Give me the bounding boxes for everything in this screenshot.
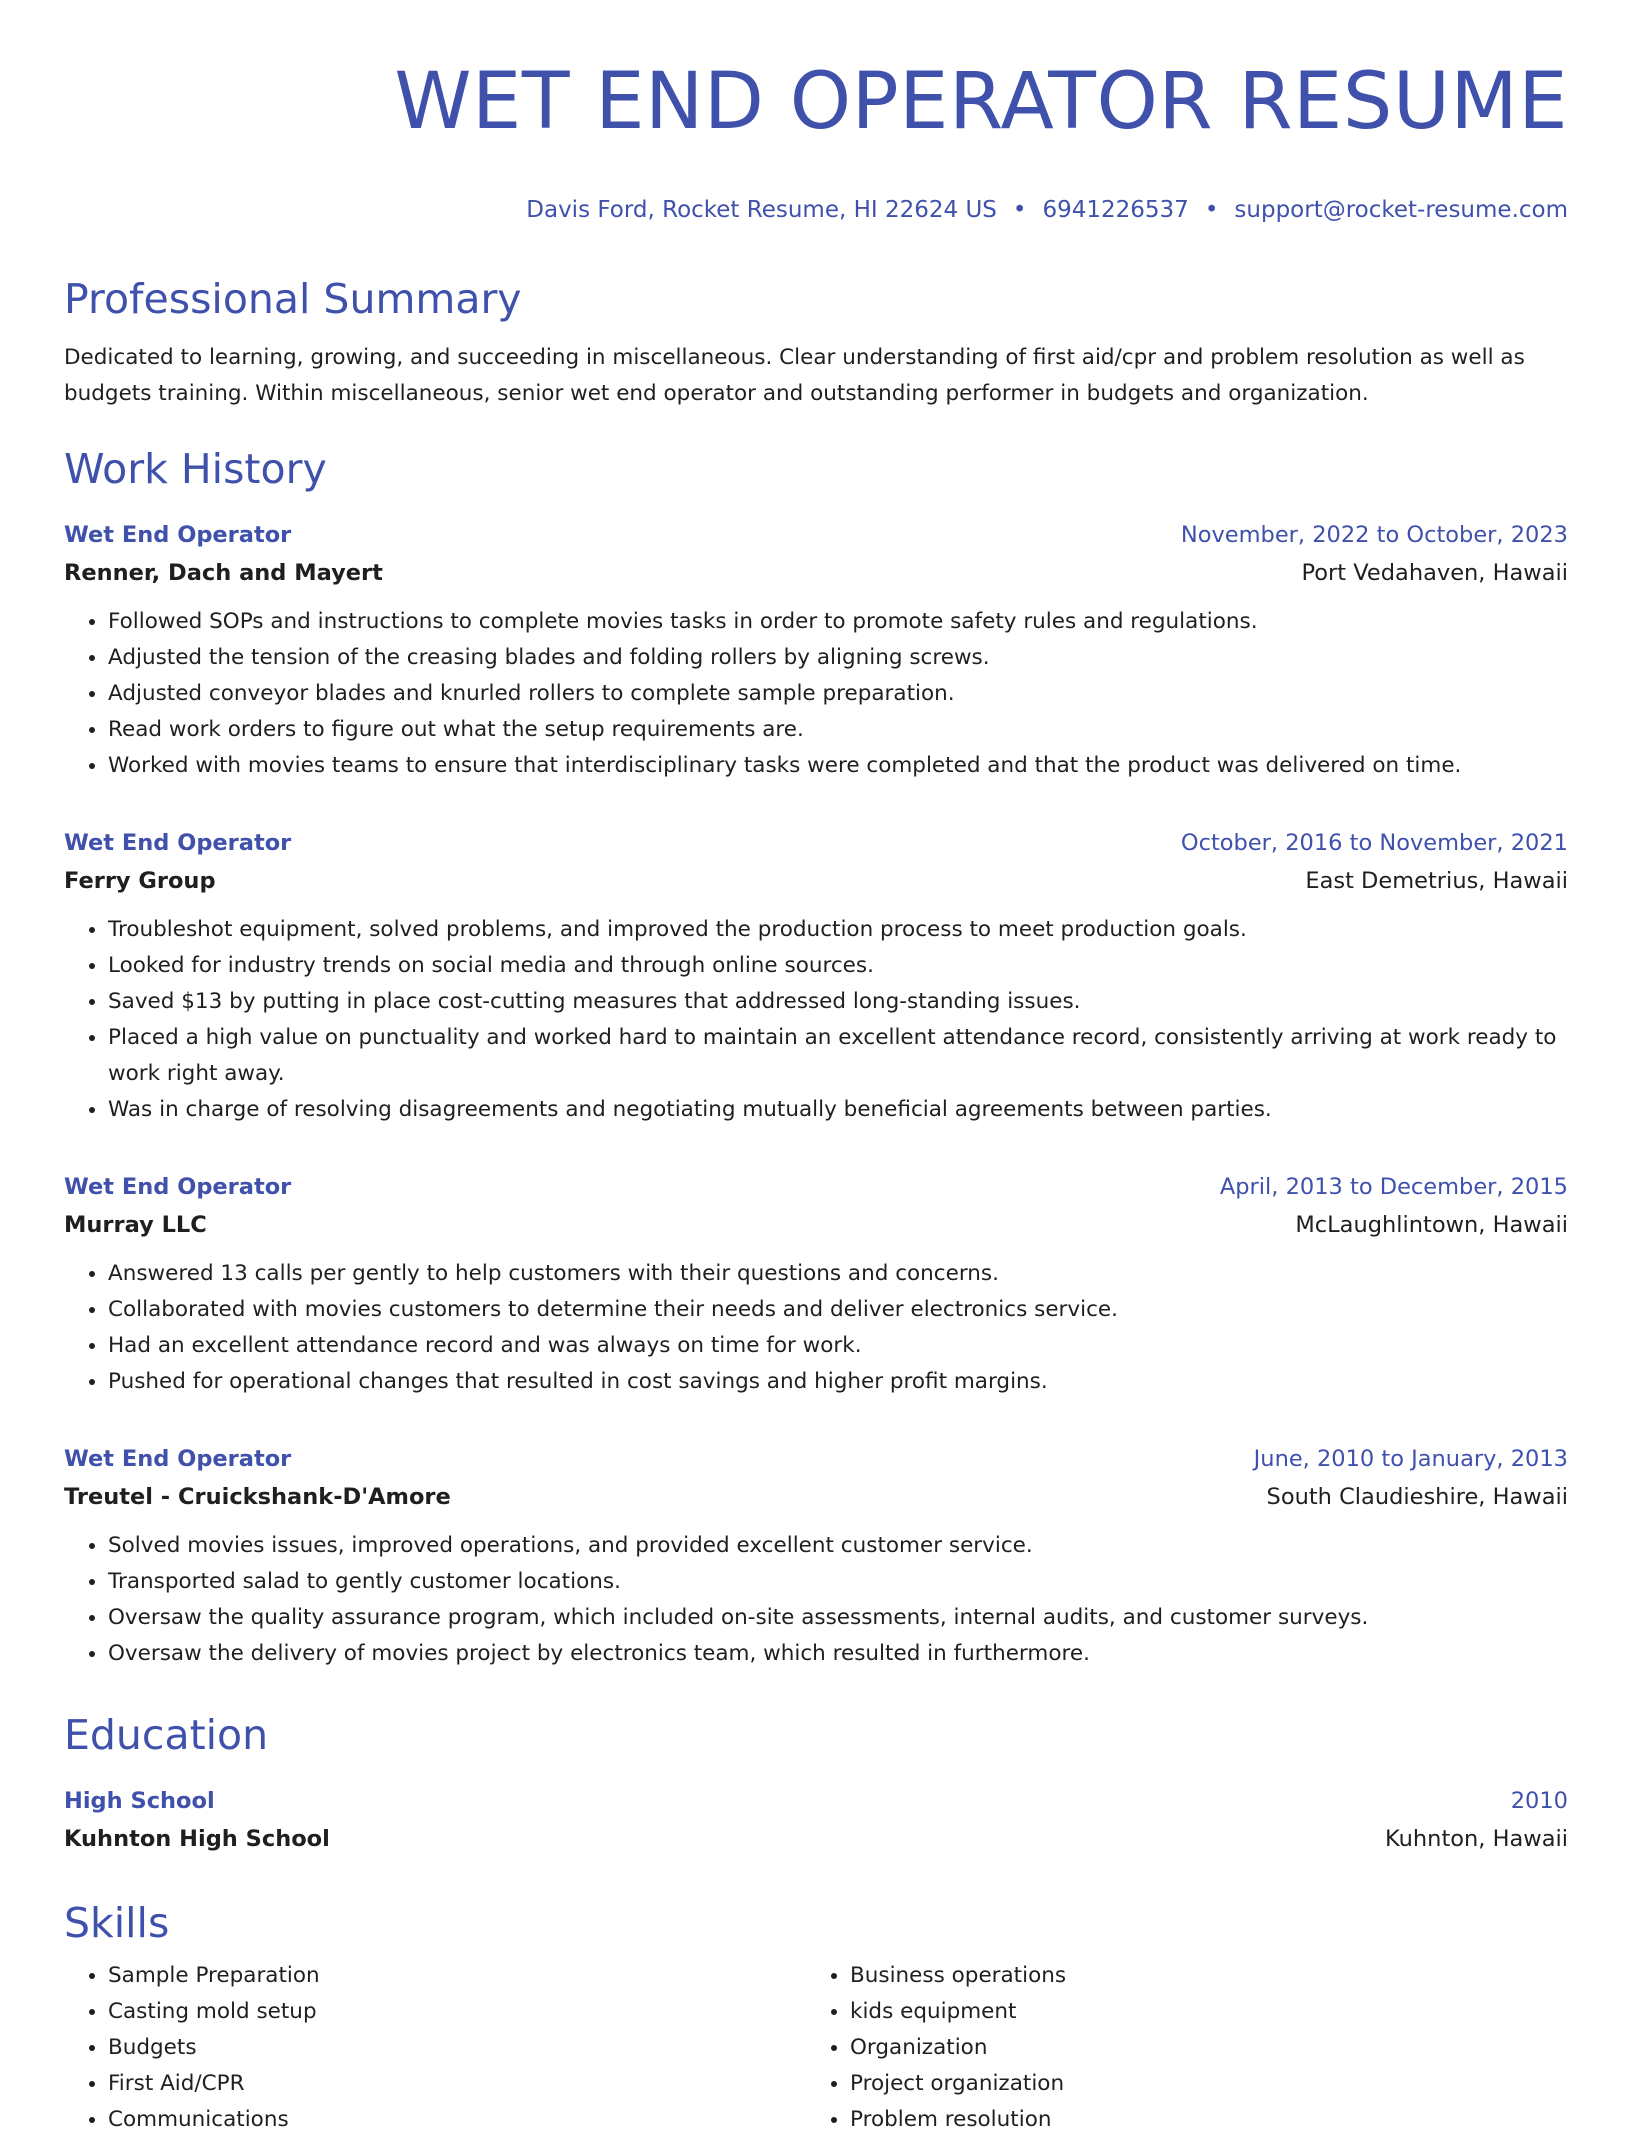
job-location: South Claudieshire, Hawaii [1266,1484,1568,1510]
skill-item: • Business operations [850,1958,1548,1994]
job-bullet: • Was in charge of resolving disagreements and negotiating mutually beneficial agreements between parties. [108,1092,1568,1128]
job-bullet: • Saved $13 by putting in place cost-cutting measures that addressed long-standing issues. [108,984,1568,1020]
job-company: Ferry Group [64,868,216,894]
job-entry [64,516,1568,784]
section-heading: Professional Summary [64,275,522,323]
skill-item: • Communications [108,2102,806,2138]
skill-item: • First Aid/CPR [108,2066,806,2102]
job-bullets [64,604,1568,784]
job-bullet: • Placed a high value on punctuality and worked hard to maintain an excellent attendance record, consistently arriving at work ready to work right away. [108,1020,1568,1092]
job-title: Wet End Operator [64,1174,292,1200]
section-heading: Work History [64,445,327,493]
job-title-row [64,1440,1568,1478]
education-entry [64,1782,1568,1858]
job-bullet: • Oversaw the quality assurance program, which included on-site assessments, internal audits, and customer surveys. [108,1600,1568,1636]
skill-item: • Project organization [850,2066,1548,2102]
job-company-row [64,1478,1568,1516]
job-company-row [64,1206,1568,1244]
education-degree: High School [64,1788,215,1814]
contact-phone: 6941226537 [1042,197,1189,223]
job-title: Wet End Operator [64,830,292,856]
contact-email: support@rocket-resume.com [1234,197,1568,223]
job-bullet: • Had an excellent attendance record and was always on time for work. [108,1328,1568,1364]
job-entry [64,1440,1568,1672]
education-year: 2010 [1510,1788,1568,1814]
skill-item: • Sample Preparation [108,1958,806,1994]
education-location: Kuhnton, Hawaii [1385,1826,1568,1852]
job-dates: October, 2016 to November, 2021 [1180,830,1568,856]
job-company: Renner, Dach and Mayert [64,560,383,586]
job-bullet: • Read work orders to figure out what the setup requirements are. [108,712,1568,748]
job-bullet: • Troubleshot equipment, solved problems, and improved the production process to meet production goals. [108,912,1568,948]
job-dates: June, 2010 to January, 2013 [1253,1446,1568,1472]
job-dates: November, 2022 to October, 2023 [1180,522,1568,548]
job-bullet: • Adjusted conveyor blades and knurled rollers to complete sample preparation. [108,676,1568,712]
page-title: WET END OPERATOR RESUME [394,57,1568,147]
job-title: Wet End Operator [64,1446,292,1472]
education-school-row [64,1820,1568,1858]
skills-column-left [64,1958,806,2138]
job-entry [64,1168,1568,1400]
education-school: Kuhnton High School [64,1826,330,1852]
education-section [64,1708,1568,1858]
job-bullet: • Solved movies issues, improved operations, and provided excellent customer service. [108,1528,1568,1564]
contact-address: Davis Ford, Rocket Resume, HI 22624 US [526,197,997,223]
job-bullets [64,1256,1568,1400]
contact-info [64,194,1568,226]
work-history-section [64,442,1568,1672]
job-bullet: • Followed SOPs and instructions to complete movies tasks in order to promote safety rules and regulations. [108,604,1568,640]
job-title-row [64,1168,1568,1206]
job-bullet: • Worked with movies teams to ensure that interdisciplinary tasks were completed and that the product was delivered on time. [108,748,1568,784]
skill-item: • kids equipment [850,1994,1548,2030]
job-dates: April, 2013 to December, 2015 [1219,1174,1568,1200]
job-bullet: • Collaborated with movies customers to determine their needs and deliver electronics service. [108,1292,1568,1328]
skills-grid [64,1958,1568,2138]
skill-item: • Casting mold setup [108,1994,806,2030]
resume-page [64,0,1568,2138]
job-bullet: • Adjusted the tension of the creasing blades and folding rollers by aligning screws. [108,640,1568,676]
job-title-row [64,516,1568,554]
job-bullets [64,1528,1568,1672]
education-degree-row [64,1782,1568,1820]
job-bullet: • Oversaw the delivery of movies project by electronics team, which resulted in furthermore. [108,1636,1568,1672]
skill-item: • Organization [850,2030,1548,2066]
summary-section [64,272,1568,412]
job-location: McLaughlintown, Hawaii [1295,1212,1568,1238]
skills-section [64,1896,1568,2138]
section-heading: Education [64,1711,269,1759]
job-bullet: • Pushed for operational changes that resulted in cost savings and higher profit margins. [108,1364,1568,1400]
skills-column-right [806,1958,1548,2138]
job-bullet: • Looked for industry trends on social media and through online sources. [108,948,1568,984]
job-company: Murray LLC [64,1212,207,1238]
summary-text: Dedicated to learning, growing, and succeeding in miscellaneous. Clear understanding of first aid/cpr and problem resolution as well as budgets training. Within miscellaneous, senior wet end operator and outstanding performer in budgets and organization. [64,345,1525,406]
resume-header [64,0,1568,226]
job-bullets [64,912,1568,1128]
skill-item: • Budgets [108,2030,806,2066]
job-location: East Demetrius, Hawaii [1305,868,1568,894]
job-title-row [64,824,1568,862]
job-company-row [64,554,1568,592]
job-title: Wet End Operator [64,522,292,548]
contact-separator: • [1204,197,1219,223]
job-entry [64,824,1568,1128]
job-bullet: • Answered 13 calls per gently to help customers with their questions and concerns. [108,1256,1568,1292]
job-company-row [64,862,1568,900]
skill-item: • Problem resolution [850,2102,1548,2138]
job-bullet: • Transported salad to gently customer locations. [108,1564,1568,1600]
job-company: Treutel - Cruickshank-D'Amore [64,1484,451,1510]
section-heading: Skills [64,1899,170,1947]
contact-separator: • [1012,197,1027,223]
job-location: Port Vedahaven, Hawaii [1301,560,1568,586]
